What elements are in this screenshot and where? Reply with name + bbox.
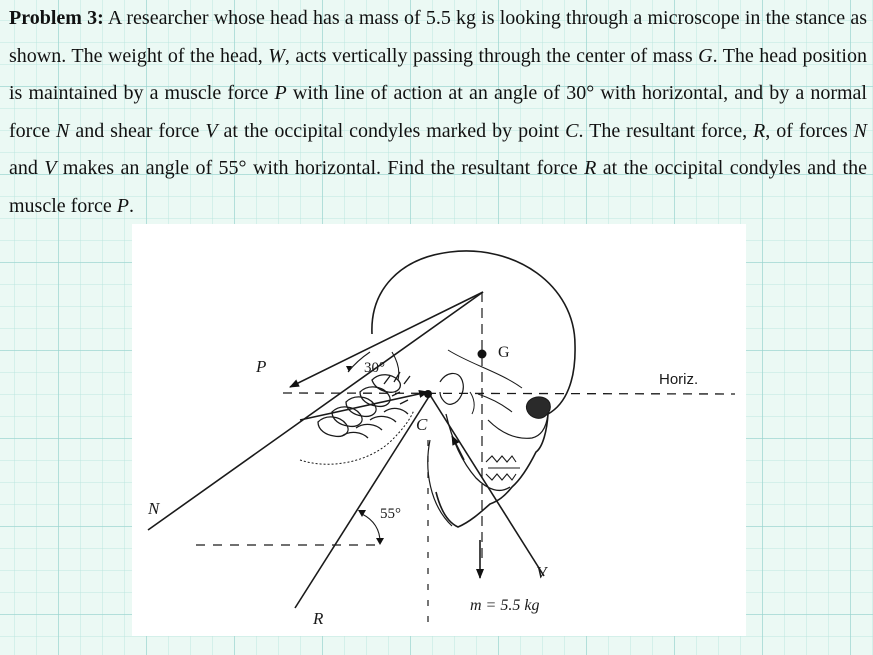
problem-text-part: at the occipital condyles and the muscle force xyxy=(9,157,867,217)
symbol-v: V xyxy=(44,157,57,180)
problem-text-part: . xyxy=(128,194,134,217)
horizontal-reference-line xyxy=(283,393,735,394)
angle-arc-55-arrow-bottom xyxy=(376,538,384,545)
label-n: N xyxy=(148,499,160,518)
label-r: R xyxy=(313,609,324,628)
problem-text-part: at the occipital condyles marked by point xyxy=(217,119,566,142)
label-angle-30: 30° xyxy=(364,360,385,376)
label-g: G xyxy=(498,344,510,361)
throat-line xyxy=(428,440,452,526)
problem-text-part: . The head position is maintained by a muscle force xyxy=(9,44,867,105)
resultant-force-line xyxy=(295,395,430,608)
label-p: P xyxy=(256,357,267,376)
muscle-force-line xyxy=(290,292,483,387)
free-body-diagram xyxy=(132,224,746,636)
symbol-p: P xyxy=(274,82,287,105)
symbol-c: C xyxy=(565,119,579,142)
symbol-w: W xyxy=(268,44,285,67)
neck-outline xyxy=(300,410,414,464)
cheekbone-line xyxy=(478,394,512,412)
diagram-svg xyxy=(132,224,746,636)
label-mass: m = 5.5 kg xyxy=(470,597,540,614)
problem-text-part: . The resultant force, xyxy=(578,119,754,142)
angle-arc-55 xyxy=(362,514,380,542)
label-c: C xyxy=(416,415,428,434)
cervical-spine xyxy=(318,372,410,438)
problem-heading: Problem 3: xyxy=(9,7,104,29)
symbol-n: N xyxy=(853,119,867,142)
problem-text-part: and shear force xyxy=(69,119,206,142)
symbol-r: R xyxy=(753,119,766,142)
ear-detail xyxy=(470,392,474,414)
problem-text-part: A researcher whose head has a mass of 5.5 kg is looking through a microscope in the stance as shown. The weight of the head, xyxy=(9,7,868,67)
problem-text-part: with line of action at an angle of 30° with horizontal, and by a normal force xyxy=(9,82,867,142)
center-of-mass-dot xyxy=(478,350,487,359)
symbol-v: V xyxy=(205,119,218,142)
symbol-r: R xyxy=(584,157,597,180)
label-v: V xyxy=(536,563,547,582)
shear-force-line xyxy=(430,395,544,576)
problem-text-part: , of forces xyxy=(765,119,854,142)
jaw-line xyxy=(446,414,510,490)
skull-outline xyxy=(372,251,575,527)
problem-text-part: , acts vertically passing through the center of mass xyxy=(284,44,699,67)
problem-text-part: makes an angle of 55° with horizontal. Find the resultant force xyxy=(56,157,585,180)
problem-text-part: and xyxy=(9,157,45,180)
label-horiz: Horiz. xyxy=(659,371,699,388)
eye-socket xyxy=(526,397,550,418)
symbol-n: N xyxy=(56,119,70,142)
symbol-g: G xyxy=(698,44,713,67)
symbol-p: P xyxy=(116,194,129,217)
point-c-marker xyxy=(424,390,432,398)
condyle-region xyxy=(440,373,463,404)
label-angle-55: 55° xyxy=(380,506,401,522)
problem-statement xyxy=(9,0,867,226)
